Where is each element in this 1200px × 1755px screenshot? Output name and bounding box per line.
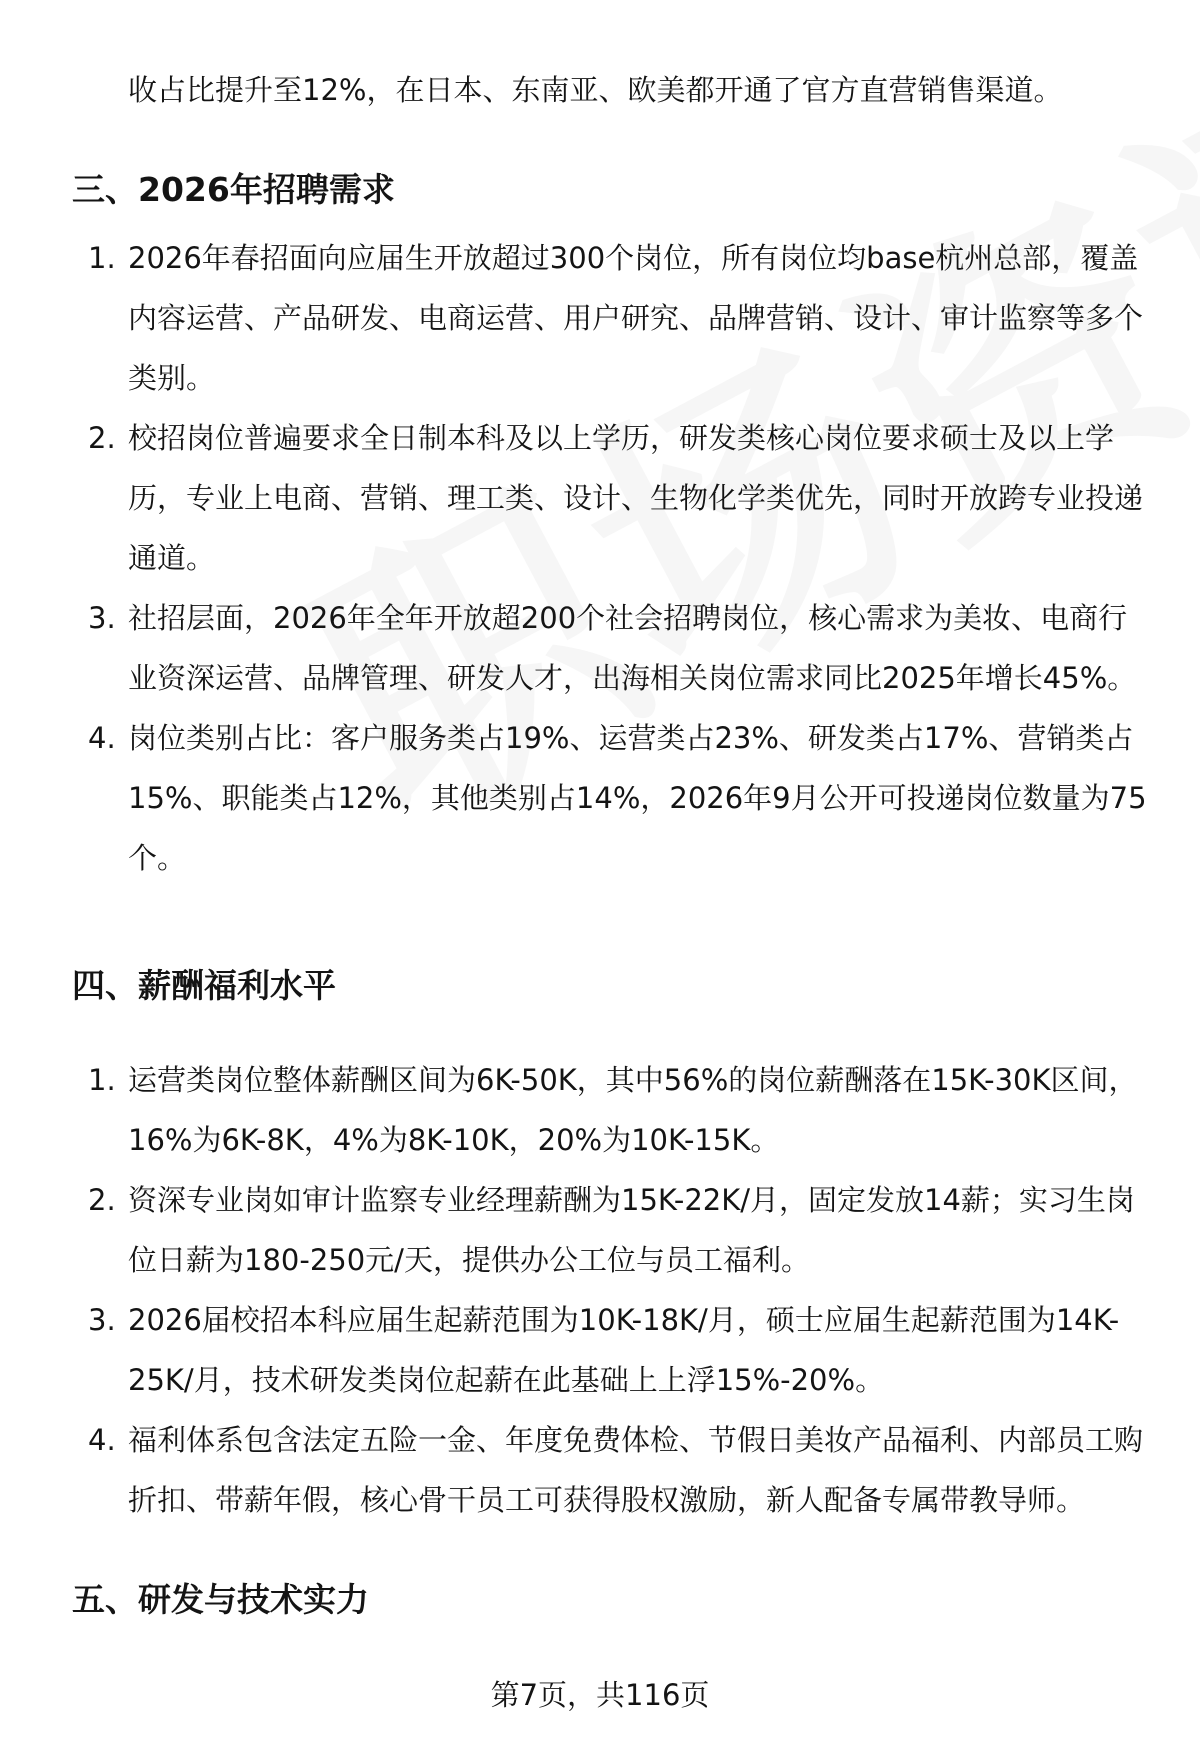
list-item-text: 校招岗位普遍要求全日制本科及以上学历，研发类核心岗位要求硕士及以上学历，专业上电商、营销、理工类、设计、生物化学类优先，同时开放跨专业投递通道。 <box>128 421 1144 575</box>
recruitment-list <box>72 228 1152 888</box>
list-number: 3. <box>88 601 116 635</box>
list-item-text: 2026年春招面向应届生开放超过300个岗位，所有岗位均base杭州总部，覆盖内容运营、产品研发、电商运营、用户研究、品牌营销、设计、审计监察等多个类别。 <box>128 241 1144 395</box>
list-item <box>72 1170 1152 1290</box>
list-item-text: 资深专业岗如审计监察专业经理薪酬为15K-22K/月，固定发放14薪；实习生岗位日薪为180-250元/天，提供办公工位与员工福利。 <box>128 1183 1135 1277</box>
compensation-list <box>72 1050 1152 1530</box>
list-number: 4. <box>88 721 116 755</box>
list-number: 4. <box>88 1423 116 1457</box>
list-item <box>72 708 1152 888</box>
list-item <box>72 408 1152 588</box>
list-item-text: 社招层面，2026年全年开放超200个社会招聘岗位，核心需求为美妆、电商行业资深运营、品牌管理、研发人才，出海相关岗位需求同比2025年增长45%。 <box>128 601 1137 695</box>
list-number: 2. <box>88 421 116 455</box>
list-item <box>72 1290 1152 1410</box>
list-number: 1. <box>88 241 116 275</box>
list-item <box>72 1410 1152 1530</box>
list-item-text: 岗位类别占比：客户服务类占19%、运营类占23%、研发类占17%、营销类占15%、职能类占12%，其他类别占14%，2026年9月公开可投递岗位数量为75个。 <box>128 721 1147 875</box>
list-item-text: 2026届校招本科应届生起薪范围为10K-18K/月，硕士应届生起薪范围为14K-25K/月，技术研发类岗位起薪在此基础上上浮15%-20%。 <box>128 1303 1120 1397</box>
section-heading-recruitment: 三、2026年招聘需求 <box>72 170 395 209</box>
list-item-text: 福利体系包含法定五险一金、年度免费体检、节假日美妆产品福利、内部员工购折扣、带薪年假，核心骨干员工可获得股权激励，新人配备专属带教导师。 <box>128 1423 1144 1517</box>
continuation-paragraph: 收占比提升至12%，在日本、东南亚、欧美都开通了官方直营销售渠道。 <box>128 73 1063 107</box>
section-heading-rnd: 五、研发与技术实力 <box>72 1580 369 1619</box>
list-item <box>72 588 1152 708</box>
list-item <box>72 228 1152 408</box>
list-number: 2. <box>88 1183 116 1217</box>
page-footer: 第7页，共116页 <box>490 1678 710 1712</box>
list-number: 3. <box>88 1303 116 1337</box>
list-item <box>72 1050 1152 1170</box>
section-heading-compensation: 四、薪酬福利水平 <box>72 966 336 1005</box>
list-number: 1. <box>88 1063 116 1097</box>
list-item-text: 运营类岗位整体薪酬区间为6K-50K，其中56%的岗位薪酬落在15K-30K区间，16%为6K-8K，4%为8K-10K，20%为10K-15K。 <box>128 1063 1138 1157</box>
